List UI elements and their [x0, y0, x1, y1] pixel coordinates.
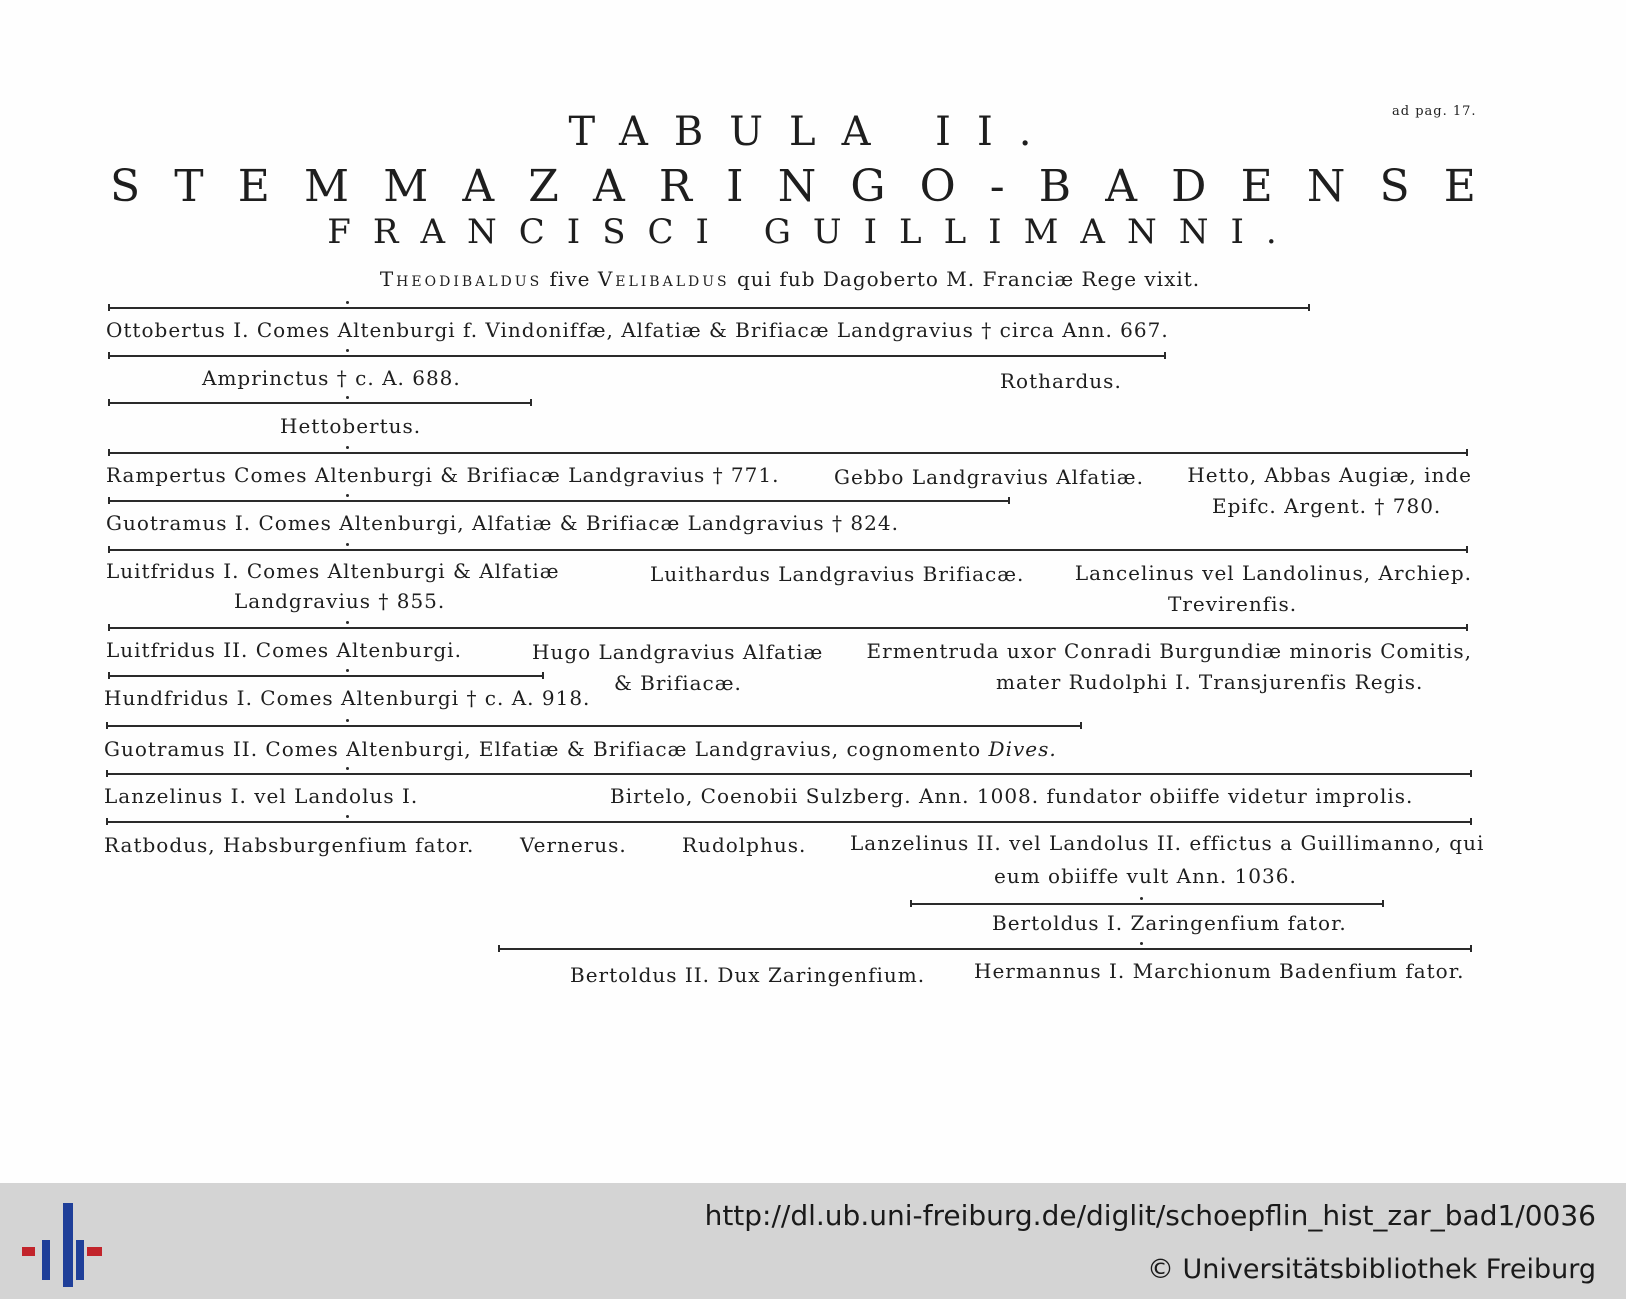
gen11-lanzelinus-line1: Lanzelinus II. vel Landolus II. effictus a Guillimanno, qui	[850, 831, 1485, 855]
connector-line	[910, 903, 1384, 905]
connector-tick	[346, 621, 349, 624]
source-url[interactable]: http://dl.ub.uni-freiburg.de/diglit/schoepflin_hist_zar_bad1/0036	[704, 1199, 1596, 1232]
connector-line	[106, 773, 1472, 775]
connector-line	[108, 549, 1468, 551]
gen8-hundfridus: Hundfridus I. Comes Altenburgi † c. A. 918.	[104, 686, 591, 710]
connector-line	[108, 355, 1166, 357]
stemma-title-letter: M	[383, 161, 429, 212]
gen4-rampertus: Rampertus Comes Altenburgi & Brifiacæ Landgravius † 771.	[106, 463, 780, 487]
gen7-luitfridus: Luitfridus II. Comes Altenburgi.	[106, 638, 462, 662]
gen9-text: Guotramus II. Comes Altenburgi, Elfatiæ & Brifiacæ Landgravius, cognomento	[104, 737, 982, 761]
stemma-title-letter: N	[1306, 161, 1346, 212]
table-title: TABULA II.	[568, 109, 1058, 155]
stemma-title-letter: S	[110, 161, 141, 212]
stemma-title-letter: R	[658, 161, 693, 212]
gen7-ermentruda-line1: Ermentruda uxor Conradi Burgundiæ minoris Comitis,	[866, 639, 1472, 663]
author-title: FRANCISCI GUILLIMANNI.	[327, 212, 1299, 252]
connector-tick	[346, 446, 349, 449]
gen6-luithardus: Luithardus Landgravius Brifiacæ.	[650, 562, 1025, 586]
gen2-amprinctus: Amprinctus † c. A. 688.	[202, 366, 461, 390]
gen9-guotramus	[104, 737, 1057, 761]
connector-tick	[346, 396, 349, 399]
page-reference: ad pag. 17.	[1392, 104, 1477, 119]
connector-tick	[1140, 897, 1143, 900]
stemma-title-letter: N	[777, 161, 817, 212]
stemma-title-letter: M	[304, 161, 350, 212]
root-name-b: Velibaldus	[597, 267, 730, 291]
connector-tick	[346, 767, 349, 770]
connector-line	[108, 627, 1468, 629]
connector-line	[108, 452, 1468, 454]
stemma-title-letter: D	[1171, 161, 1207, 212]
gen2-rothardus: Rothardus.	[1000, 369, 1122, 393]
stemma-title-letter: E	[1240, 161, 1273, 212]
root-sive: five	[549, 267, 591, 291]
gen7-hugo-line1: Hugo Landgravius Alfatiæ	[532, 640, 824, 664]
stemma-title-letter: S	[1379, 161, 1410, 212]
connector-line	[108, 307, 1310, 309]
gen6-luitfridus-line1: Luitfridus I. Comes Altenburgi & Alfatiæ	[106, 559, 560, 583]
gen10-birtelo: Birtelo, Coenobii Sulzberg. Ann. 1008. fundator obiiffe videtur improlis.	[610, 784, 1414, 808]
gen1-ottobertus: Ottobertus I. Comes Altenburgi f. Vindoniffæ, Alfatiæ & Brifiacæ Landgravius † circa Ann. 667.	[106, 318, 1169, 342]
gen13-hermannus: Hermannus I. Marchionum Badenfium fator.	[974, 959, 1465, 983]
gen10-lanzelinus: Lanzelinus I. vel Landolus I.	[104, 784, 419, 808]
stemma-title-letter: A	[1105, 161, 1138, 212]
stemma-title-letter: G	[850, 161, 886, 212]
gen11-ratbodus: Ratbodus, Habsburgenfium fator.	[104, 833, 475, 857]
gen13-bertoldus-ii: Bertoldus II. Dux Zaringenfium.	[570, 963, 926, 987]
gen7-ermentruda-line2: mater Rudolphi I. Transjurenfis Regis.	[996, 670, 1424, 694]
stemma-title-letter: E	[237, 161, 270, 212]
stemma-title	[110, 162, 1476, 212]
gen6-luitfridus-line2: Landgravius † 855.	[234, 589, 446, 613]
connector-line	[108, 675, 544, 677]
root-name-a: Theodibaldus	[379, 267, 543, 291]
root-rest: qui fub Dagoberto M. Franciæ Rege vixit.	[736, 267, 1201, 291]
connector-tick	[346, 669, 349, 672]
connector-line	[108, 500, 1010, 502]
root-ancestor	[380, 267, 1200, 291]
gen12-bertoldus: Bertoldus I. Zaringenfium fator.	[992, 911, 1347, 935]
connector-tick	[346, 494, 349, 497]
gen4-hetto-line2: Epifc. Argent. † 780.	[1212, 494, 1442, 518]
stemma-title-letter: -	[989, 161, 1005, 212]
stemma-title-letter: I	[726, 161, 744, 212]
connector-tick	[346, 543, 349, 546]
connector-line	[106, 725, 1082, 727]
connector-line	[498, 948, 1472, 950]
ub-freiburg-logo-icon	[22, 1203, 102, 1287]
stemma-title-letter: E	[1443, 161, 1476, 212]
footer-bar	[0, 1183, 1626, 1299]
gen11-vernerus: Vernerus.	[520, 833, 627, 857]
gen11-lanzelinus-line2: eum obiiffe vult Ann. 1036.	[994, 864, 1297, 888]
gen11-rudolphus: Rudolphus.	[682, 833, 807, 857]
gen4-gebbo: Gebbo Landgravius Alfatiæ.	[834, 465, 1144, 489]
gen6-lancelinus-line2: Trevirenfis.	[1168, 592, 1298, 616]
gen3-hettobertus: Hettobertus.	[280, 414, 422, 438]
copyright-notice: © Universitätsbibliothek Freiburg	[1146, 1254, 1596, 1285]
stemma-title-letter: Z	[528, 161, 559, 212]
stemma-title-letter: A	[593, 161, 625, 212]
stemma-title-letter: A	[462, 161, 495, 212]
gen7-hugo-line2: & Brifiacæ.	[614, 671, 742, 695]
stemma-title-letter: O	[919, 161, 956, 212]
connector-tick	[346, 815, 349, 818]
connector-tick	[346, 719, 349, 722]
gen6-lancelinus-line1: Lancelinus vel Landolinus, Archiep.	[1074, 561, 1472, 585]
gen4-hetto-line1: Hetto, Abbas Augiæ, inde	[1187, 463, 1472, 487]
stemma-title-letter: B	[1038, 161, 1072, 212]
connector-tick	[1140, 942, 1143, 945]
connector-tick	[346, 349, 349, 352]
stemma-title-letter: T	[174, 161, 204, 212]
connector-line	[108, 402, 532, 404]
gen5-guotramus: Guotramus I. Comes Altenburgi, Alfatiæ & Brifiacæ Landgravius † 824.	[106, 511, 899, 535]
connector-tick	[346, 301, 349, 304]
gen9-dives: Dives.	[988, 737, 1057, 761]
connector-line	[106, 821, 1472, 823]
